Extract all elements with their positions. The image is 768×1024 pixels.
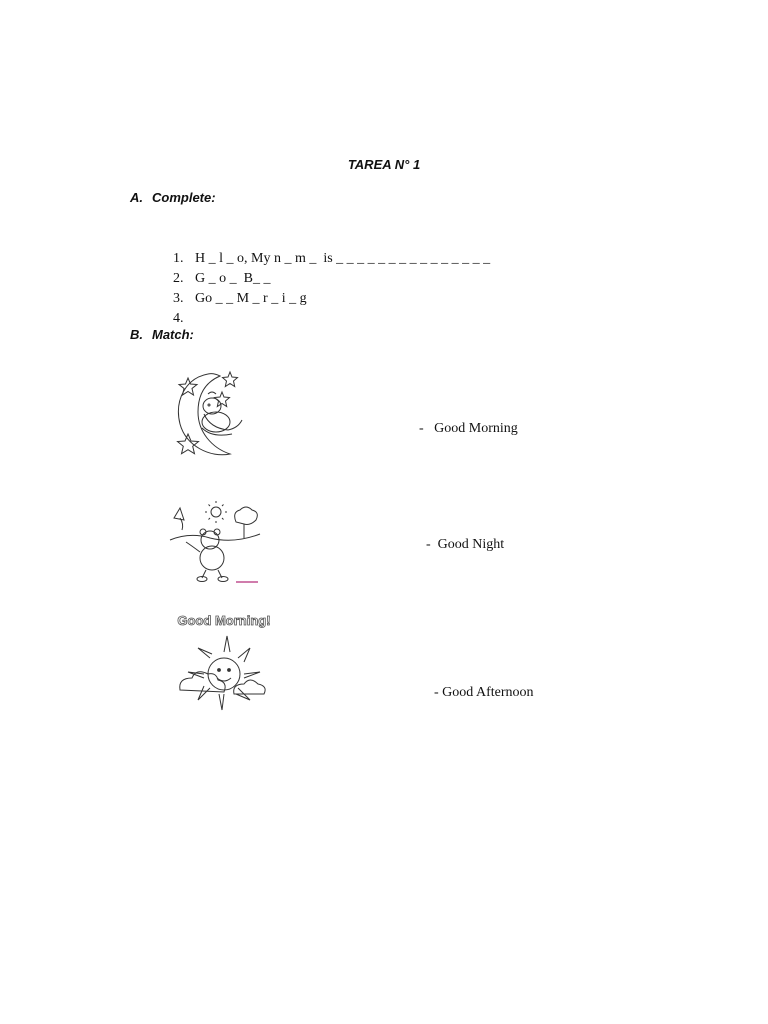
option-label: Good Morning [434, 421, 518, 436]
section-a-heading [130, 190, 216, 205]
option-dash: - [426, 537, 431, 552]
list-text: H _ l _ o, My n _ m _ is _ _ _ _ _ _ _ _ _ _ _ _ _ _ _ [195, 251, 491, 266]
option-label: Good Night [437, 537, 505, 552]
section-b-title: Match: [152, 327, 194, 342]
bear-with-butterfly-sun-tree-icon [166, 500, 262, 586]
section-a-letter: A. [130, 190, 143, 205]
smiling-sun-clouds-icon [176, 608, 272, 728]
list-item [152, 229, 491, 266]
option-dash: - [419, 421, 424, 436]
moon-stars-sleeping-bear-icon [168, 366, 252, 466]
option-label: Good Afternoon [442, 685, 534, 700]
section-b-letter: B. [130, 327, 143, 342]
list-number: 1. [173, 251, 184, 266]
list-number: 2. [173, 271, 184, 286]
sun-caption: Good Morning! [177, 613, 271, 628]
page-title: TAREA N° 1 [347, 157, 421, 172]
list-number: 4. [173, 311, 184, 326]
complete-list [152, 229, 491, 326]
list-number: 3. [173, 291, 184, 306]
section-a-title: Complete: [152, 190, 216, 205]
match-option [420, 669, 534, 717]
option-dash: - [434, 685, 439, 700]
section-b-heading [130, 327, 194, 342]
match-option [405, 405, 518, 453]
list-text: G _ o _ B_ _ [195, 271, 271, 286]
list-text: Go _ _ M _ r _ i _ g [195, 291, 307, 306]
match-option [412, 521, 504, 569]
